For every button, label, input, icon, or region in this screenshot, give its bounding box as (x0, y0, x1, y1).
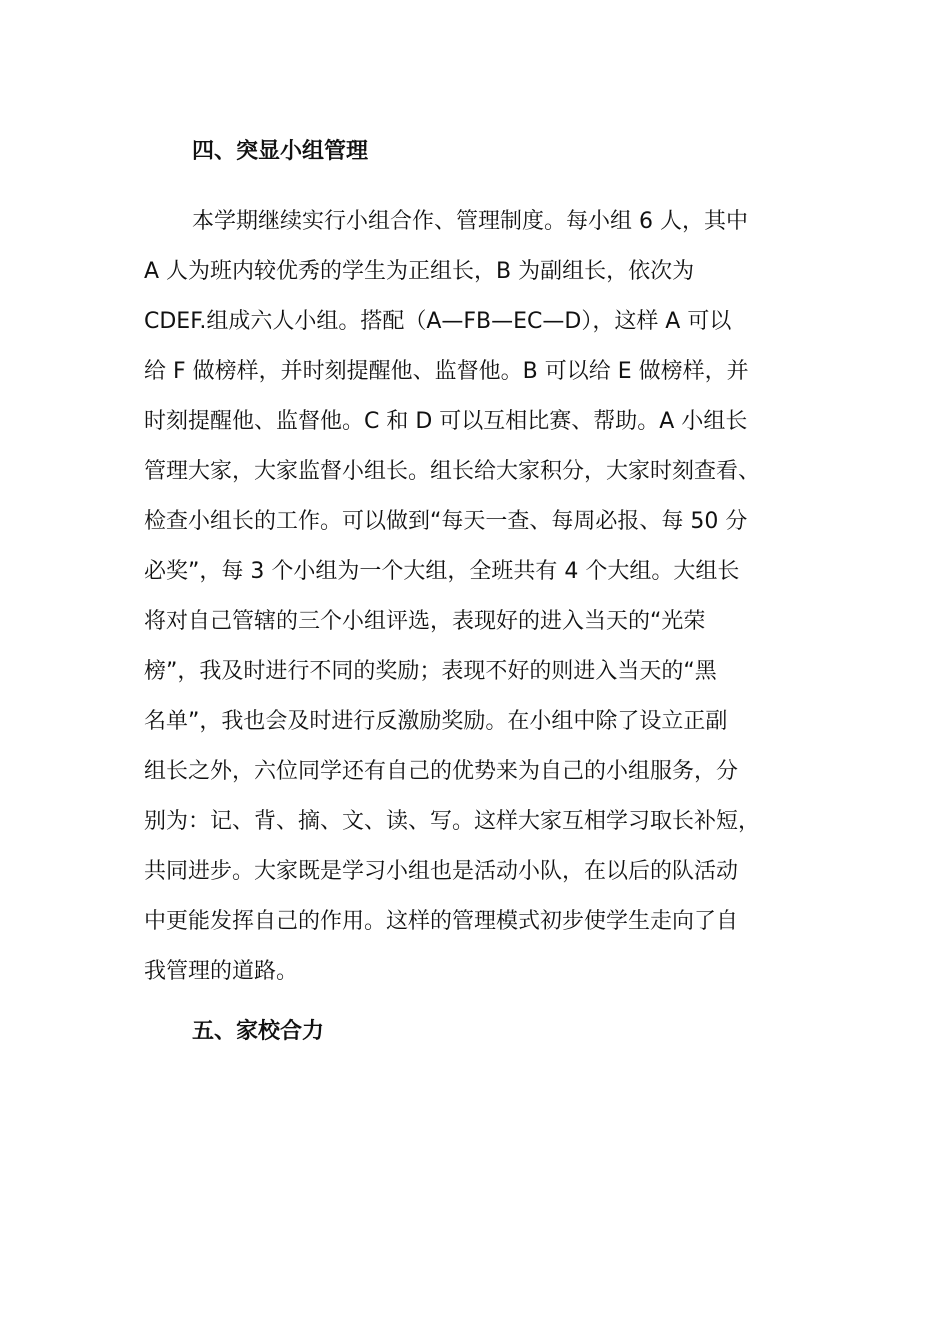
paragraph-line: 我管理的道路。 (144, 959, 299, 984)
paragraph-line: 榜”，我及时进行不同的奖励；表现不好的则进入当天的“黑 (144, 659, 717, 684)
paragraph-line: 中更能发挥自己的作用。这样的管理模式初步使学生走向了自 (144, 909, 739, 934)
paragraph-line: A 人为班内较优秀的学生为正组长，B 为副组长，依次为 (144, 259, 695, 284)
paragraph-line: 时刻提醒他、监督他。C 和 D 可以互相比赛、帮助。A 小组长 (144, 409, 748, 434)
paragraph-line: 组长之外，六位同学还有自己的优势来为自己的小组服务，分 (144, 759, 739, 784)
paragraph-line: CDEF.组成六人小组。搭配（A—FB—EC—D），这样 A 可以 (144, 309, 732, 334)
paragraph-line: 本学期继续实行小组合作、管理制度。每小组 6 人，其中 (192, 209, 748, 234)
paragraph-line: 检查小组长的工作。可以做到“每天一查、每周必报、每 50 分 (144, 509, 748, 534)
paragraph-line: 共同进步。大家既是学习小组也是活动小队，在以后的队活动 (144, 859, 739, 884)
section-heading-5: 五、家校合力 (192, 1019, 325, 1044)
section-4-paragraph (144, 197, 824, 997)
paragraph-line: 必奖”，每 3 个小组为一个大组，全班共有 4 个大组。大组长 (144, 559, 740, 584)
paragraph-line: 名单”，我也会及时进行反激励奖励。在小组中除了设立正副 (144, 709, 728, 734)
paragraph-line: 给 F 做榜样，并时刻提醒他、监督他。B 可以给 E 做榜样，并 (144, 359, 749, 384)
section-heading-4: 四、突显小组管理 (192, 139, 369, 164)
paragraph-line: 管理大家，大家监督小组长。组长给大家积分，大家时刻查看、 (144, 459, 761, 484)
paragraph-line: 别为：记、背、摘、文、读、写。这样大家互相学习取长补短， (144, 809, 761, 834)
paragraph-line: 将对自己管辖的三个小组评选，表现好的进入当天的“光荣 (144, 609, 706, 634)
